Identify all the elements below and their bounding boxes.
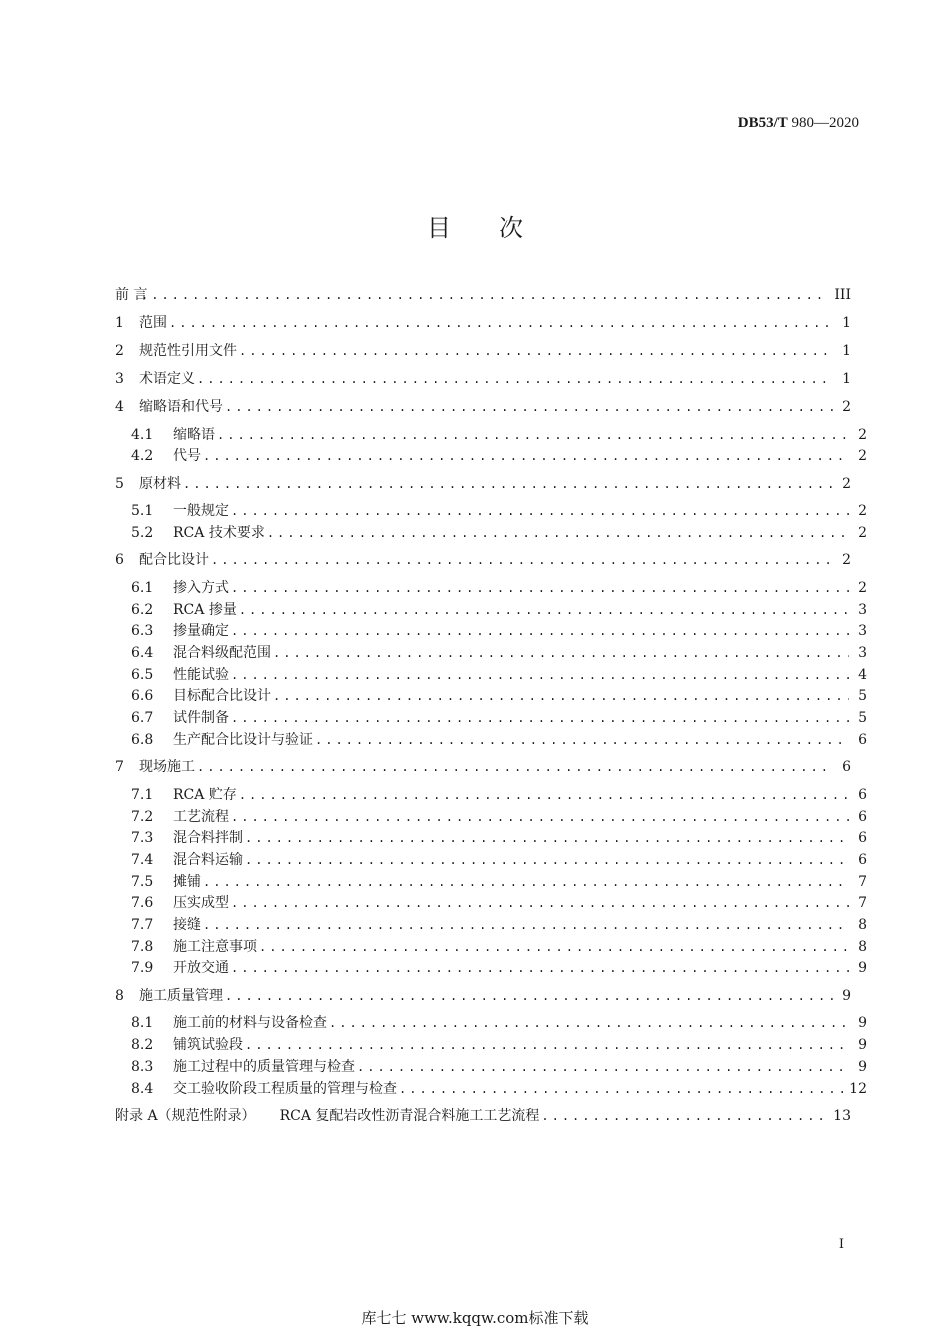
toc-page-number: 1 xyxy=(842,343,851,359)
toc-leader-dots xyxy=(245,1038,849,1052)
toc-entry-number: 6.5 xyxy=(131,666,154,683)
toc-entry-number: 7.3 xyxy=(131,830,154,847)
document-code-number: 980—2020 xyxy=(787,115,859,131)
toc-page-number: 2 xyxy=(858,524,867,541)
toc-entry-number: 6.2 xyxy=(131,601,154,618)
toc-entry-label: 铺筑试验段 xyxy=(173,1037,243,1054)
toc-entry-title xyxy=(131,445,203,465)
toc-entry-number: 5.2 xyxy=(131,524,154,541)
toc-entry[interactable] xyxy=(115,806,867,826)
toc-entry[interactable] xyxy=(115,1012,867,1032)
toc-entry-number: 5.1 xyxy=(131,503,154,520)
toc-page-number: 6 xyxy=(858,731,867,748)
toc-page-number: 9 xyxy=(858,1015,867,1032)
toc-entry[interactable] xyxy=(115,340,851,360)
toc-page-number: 6 xyxy=(858,786,867,803)
toc-entry-title xyxy=(115,340,239,360)
toc-entry[interactable] xyxy=(115,685,867,705)
toc-entry-label: 摊铺 xyxy=(173,873,201,890)
toc-entry-number: 6 xyxy=(115,552,124,569)
toc-entry-number: 4 xyxy=(115,399,124,415)
toc-entry-label: RCA 贮存 xyxy=(173,786,237,803)
watermark-text: 库七七 www.kqqw.com标准下载 xyxy=(361,1309,589,1327)
toc-entry-title xyxy=(131,871,203,891)
toc-leader-dots xyxy=(239,788,849,802)
toc-entry-label: 开放交通 xyxy=(173,960,229,977)
toc-entry-number: 7.2 xyxy=(131,808,154,825)
toc-entry-title xyxy=(131,424,217,444)
toc-page-number: 5 xyxy=(858,688,867,705)
toc-entry-label: 施工质量管理 xyxy=(139,987,223,1004)
page-title: 目次 xyxy=(427,214,571,242)
toc-entry[interactable] xyxy=(115,1105,851,1125)
toc-entry-label: 试件制备 xyxy=(173,710,229,727)
toc-entry[interactable] xyxy=(115,1034,867,1054)
toc-entry-number: 8.4 xyxy=(131,1080,154,1097)
toc-entry-title xyxy=(131,957,231,977)
toc-entry-label: 交工验收阶段工程质量的管理与检查 xyxy=(173,1080,397,1097)
toc-page-number: 2 xyxy=(842,552,851,569)
toc-page-number: 9 xyxy=(858,1058,867,1075)
toc-leader-dots xyxy=(239,603,849,617)
toc-entry[interactable] xyxy=(115,368,851,388)
toc-entry-label: 原材料 xyxy=(139,475,181,492)
toc-entry-label: 规范性引用文件 xyxy=(139,343,237,359)
toc-entry-title xyxy=(131,849,245,869)
toc-entry-number: 7 xyxy=(115,759,124,776)
toc-entry-label: 混合料拌制 xyxy=(173,830,243,847)
toc-entry[interactable] xyxy=(115,1078,867,1098)
toc-entry-label: 性能试验 xyxy=(173,666,229,683)
toc-entry-title xyxy=(115,284,148,304)
toc-entry[interactable] xyxy=(115,871,867,891)
toc-entry-number: 7.8 xyxy=(131,938,154,955)
toc-leader-dots xyxy=(183,477,833,491)
toc-entry-title xyxy=(115,368,197,388)
toc-entry-title xyxy=(131,784,239,804)
toc-entry[interactable] xyxy=(115,396,851,416)
toc-entry-title xyxy=(131,827,245,847)
toc-entry-number: 前 言 xyxy=(115,287,148,303)
document-code xyxy=(738,115,859,132)
toc-entry-title xyxy=(115,312,169,332)
toc-entry-title xyxy=(131,577,231,597)
toc-entry-label: 施工前的材料与设备检查 xyxy=(173,1015,327,1032)
toc-entry-number: 7.5 xyxy=(131,873,154,890)
toc-page-number: 6 xyxy=(858,808,867,825)
toc-entry[interactable] xyxy=(115,827,867,847)
toc-leader-dots xyxy=(217,428,849,442)
toc-leader-dots xyxy=(239,344,833,358)
toc-entry-label: 生产配合比设计与验证 xyxy=(173,731,313,748)
toc-entry-title xyxy=(131,685,273,705)
toc-page-number: III xyxy=(834,287,851,303)
toc-leader-dots xyxy=(231,668,849,682)
toc-entry-title xyxy=(131,1034,245,1054)
table-of-contents xyxy=(115,284,867,1129)
toc-entry-label: 混合料运输 xyxy=(173,851,243,868)
toc-entry[interactable] xyxy=(115,577,867,597)
toc-leader-dots xyxy=(259,940,849,954)
toc-page-number: 7 xyxy=(858,873,867,890)
toc-page-number: 4 xyxy=(858,666,867,683)
toc-entry-label: 一般规定 xyxy=(173,503,229,520)
toc-entry-number: 8.2 xyxy=(131,1037,154,1054)
toc-entry-label: RCA 复配岩改性沥青混合料施工工艺流程 xyxy=(279,1108,540,1124)
toc-leader-dots xyxy=(225,989,833,1003)
toc-leader-dots xyxy=(231,961,849,975)
toc-page-number: 9 xyxy=(858,1037,867,1054)
toc-page-number: 6 xyxy=(858,851,867,868)
toc-entry-number: 附录 A（规范性附录） xyxy=(115,1108,256,1124)
toc-entry-number: 6.8 xyxy=(131,731,154,748)
toc-entry-title xyxy=(131,522,267,542)
toc-page-number: 7 xyxy=(858,895,867,912)
toc-entry-label: 现场施工 xyxy=(139,759,195,776)
toc-entry-label: 施工过程中的质量管理与检查 xyxy=(173,1058,355,1075)
toc-leader-dots xyxy=(203,918,849,932)
toc-entry-label: 工艺流程 xyxy=(173,808,229,825)
toc-leader-dots xyxy=(267,526,849,540)
toc-entry-label: RCA 技术要求 xyxy=(173,524,265,541)
toc-entry-number: 6.6 xyxy=(131,688,154,705)
toc-leader-dots xyxy=(197,760,833,774)
toc-leader-dots xyxy=(141,288,828,302)
toc-entry[interactable] xyxy=(115,445,867,465)
toc-entry[interactable] xyxy=(115,756,851,776)
toc-leader-dots xyxy=(399,1082,843,1096)
toc-leader-dots xyxy=(203,875,849,889)
toc-entry[interactable] xyxy=(115,1056,867,1076)
toc-entry-title xyxy=(131,914,203,934)
toc-leader-dots xyxy=(197,372,833,386)
toc-leader-dots xyxy=(231,624,849,638)
toc-page-number: 1 xyxy=(842,315,851,331)
toc-entry-title xyxy=(115,473,183,493)
toc-entry[interactable] xyxy=(115,707,867,727)
toc-page-number: 3 xyxy=(858,645,867,661)
toc-leader-dots xyxy=(231,896,849,910)
page-number: I xyxy=(838,1237,844,1252)
toc-leader-dots xyxy=(329,1016,849,1030)
toc-entry-title xyxy=(131,642,273,662)
toc-entry-title xyxy=(131,892,231,912)
toc-entry-label: 掺入方式 xyxy=(173,579,229,596)
toc-page-number: 6 xyxy=(842,759,851,776)
toc-entry[interactable] xyxy=(115,957,867,977)
toc-entry-title xyxy=(131,1012,329,1032)
toc-page-number: 8 xyxy=(858,917,867,933)
toc-entry-label: 混合料级配范围 xyxy=(173,645,271,661)
toc-entry[interactable] xyxy=(115,473,851,493)
toc-page-number: 2 xyxy=(842,399,851,415)
toc-entry-number: 6.4 xyxy=(131,645,154,661)
toc-entry[interactable] xyxy=(115,892,867,912)
toc-entry-label: 范围 xyxy=(139,315,167,331)
toc-leader-dots xyxy=(357,1060,849,1074)
toc-leader-dots xyxy=(273,689,849,703)
toc-page-number: 12 xyxy=(849,1080,867,1097)
toc-entry-number: 7.1 xyxy=(131,786,154,803)
toc-entry-title xyxy=(131,500,231,520)
toc-entry-label: 压实成型 xyxy=(173,895,229,912)
toc-page-number: 9 xyxy=(842,987,851,1004)
toc-entry-label: 缩略语 xyxy=(173,426,215,443)
toc-page-number: 3 xyxy=(858,623,867,640)
toc-page-number: 2 xyxy=(858,503,867,520)
toc-entry-title xyxy=(131,1078,399,1098)
toc-page-number: 2 xyxy=(842,475,851,492)
toc-leader-dots xyxy=(245,831,849,845)
toc-entry-number: 5 xyxy=(115,475,124,492)
document-code-prefix: DB53/T xyxy=(737,115,788,131)
toc-entry-number: 8.1 xyxy=(131,1015,154,1032)
toc-entry-number: 2 xyxy=(115,343,124,359)
toc-entry-number: 7.6 xyxy=(131,895,154,912)
toc-entry-title xyxy=(131,664,231,684)
toc-entry-number: 4.1 xyxy=(131,426,154,443)
toc-page-number: 3 xyxy=(858,601,867,618)
toc-leader-dots xyxy=(225,400,833,414)
toc-entry-number: 1 xyxy=(115,315,124,331)
toc-leader-dots xyxy=(315,733,849,747)
toc-page-number: 2 xyxy=(858,426,867,443)
toc-entry[interactable] xyxy=(115,642,867,662)
toc-leader-dots xyxy=(273,646,849,660)
toc-entry[interactable] xyxy=(115,549,851,569)
toc-entry-title xyxy=(131,599,239,619)
toc-leader-dots xyxy=(231,581,849,595)
toc-entry-number: 8.3 xyxy=(131,1058,154,1075)
toc-entry-label: 配合比设计 xyxy=(139,552,209,569)
toc-entry-title xyxy=(131,707,231,727)
toc-entry[interactable] xyxy=(115,620,867,640)
toc-entry-title xyxy=(131,729,315,749)
toc-entry[interactable] xyxy=(115,936,867,956)
toc-page-number: 8 xyxy=(858,938,867,955)
toc-entry-label: 代号 xyxy=(173,448,201,465)
toc-entry-title xyxy=(131,620,231,640)
toc-leader-dots xyxy=(231,810,849,824)
toc-entry-title xyxy=(131,806,231,826)
toc-entry[interactable] xyxy=(115,599,867,619)
toc-entry[interactable] xyxy=(115,312,851,332)
toc-page-number: 6 xyxy=(858,830,867,847)
toc-leader-dots xyxy=(231,711,849,725)
toc-leader-dots xyxy=(231,504,849,518)
toc-entry-label: 目标配合比设计 xyxy=(173,688,271,705)
toc-leader-dots xyxy=(203,449,849,463)
toc-entry[interactable] xyxy=(115,424,867,444)
toc-entry-number: 8 xyxy=(115,987,124,1004)
toc-entry-number: 6.7 xyxy=(131,710,154,727)
toc-leader-dots xyxy=(169,316,833,330)
toc-page-number: 2 xyxy=(858,579,867,596)
toc-leader-dots xyxy=(245,853,849,867)
toc-entry-title xyxy=(115,396,225,416)
toc-entry-label: RCA 掺量 xyxy=(173,601,237,618)
toc-entry[interactable] xyxy=(115,784,867,804)
toc-entry-title xyxy=(115,756,197,776)
toc-entry-label: 掺量确定 xyxy=(173,623,229,640)
toc-entry-number: 4.2 xyxy=(131,448,154,465)
toc-entry-number: 3 xyxy=(115,371,124,387)
toc-entry[interactable] xyxy=(115,284,851,304)
toc-entry[interactable] xyxy=(115,985,851,1005)
toc-leader-dots xyxy=(211,553,833,567)
toc-entry[interactable] xyxy=(115,849,867,869)
toc-entry-label: 缩略语和代号 xyxy=(139,399,223,415)
toc-page-number: 5 xyxy=(858,710,867,727)
toc-entry-number: 7.4 xyxy=(131,851,154,868)
toc-entry[interactable] xyxy=(115,522,867,542)
toc-entry-label: 术语定义 xyxy=(139,371,195,387)
toc-entry-number: 7.7 xyxy=(131,917,154,933)
toc-entry[interactable] xyxy=(115,664,867,684)
toc-page-number: 13 xyxy=(833,1108,851,1124)
toc-entry-number: 7.9 xyxy=(131,960,154,977)
toc-entry-number: 6.1 xyxy=(131,579,154,596)
toc-entry-title xyxy=(131,1056,357,1076)
toc-entry-label: 接缝 xyxy=(173,917,201,933)
toc-entry[interactable] xyxy=(115,500,867,520)
toc-entry-title xyxy=(115,985,225,1005)
toc-page-number: 2 xyxy=(858,448,867,465)
toc-entry[interactable] xyxy=(115,914,867,934)
toc-entry-title xyxy=(115,549,211,569)
toc-leader-dots xyxy=(541,1109,827,1123)
toc-page-number: 9 xyxy=(858,960,867,977)
toc-page-number: 1 xyxy=(842,371,851,387)
toc-entry-label: 施工注意事项 xyxy=(173,938,257,955)
toc-entry[interactable] xyxy=(115,729,867,749)
toc-entry-title xyxy=(131,936,259,956)
toc-entry-number: 6.3 xyxy=(131,623,154,640)
toc-entry-title xyxy=(115,1105,541,1125)
